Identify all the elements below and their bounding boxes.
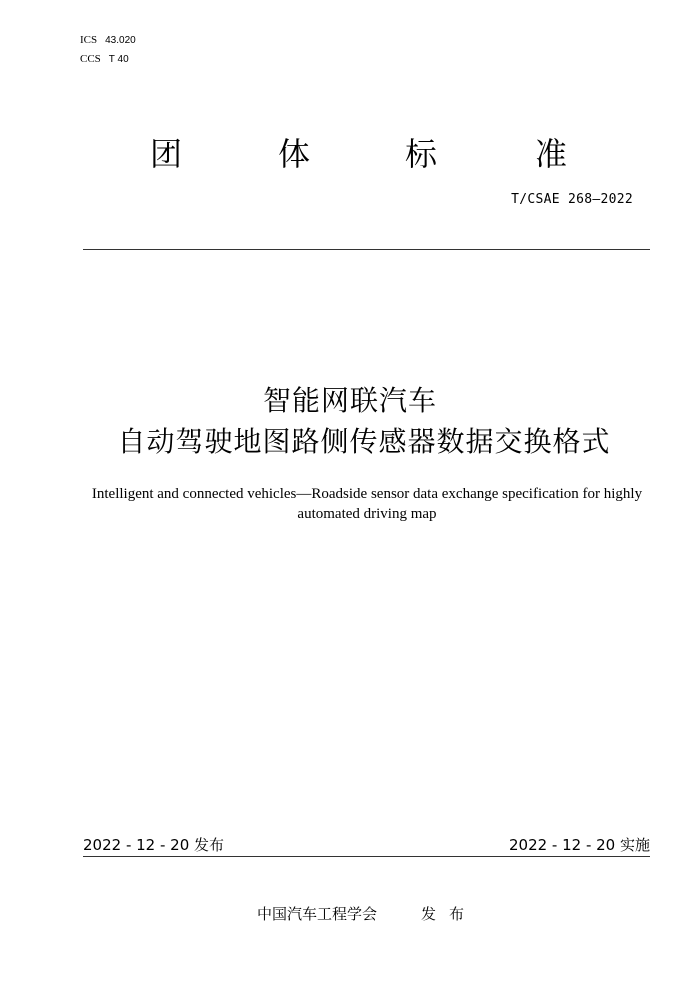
ics-code: 43.020 — [105, 35, 136, 46]
ccs-label: CCS — [80, 53, 101, 65]
footer-divider — [83, 856, 650, 857]
doc-type-char: 准 — [535, 135, 568, 173]
ics-line — [80, 34, 136, 47]
title-cn-line2: 自动驾驶地图路侧传感器数据交换格式 — [117, 425, 611, 458]
standard-number: T/CSAE 268—2022 — [511, 192, 633, 207]
implement-date: 2022 - 12 - 20 实施 — [508, 836, 650, 854]
ics-label: ICS — [80, 34, 98, 46]
issuer-organization: 中国汽车工程学会 — [257, 905, 378, 923]
issuer-action: 发布 — [421, 905, 478, 923]
ccs-line — [80, 53, 129, 66]
title-cn-line1: 智能网联汽车 — [262, 384, 437, 417]
doc-type-char: 体 — [278, 135, 311, 173]
header-divider — [83, 249, 650, 250]
doc-type-char: 团 — [150, 135, 183, 173]
ccs-code: T 40 — [108, 54, 129, 65]
document-type-heading — [0, 134, 700, 174]
publish-date: 2022 - 12 - 20 发布 — [83, 836, 225, 854]
issuer-line — [0, 904, 700, 926]
title-en: Intelligent and connected vehicles—Roadside sensor data exchange specification for highly automated driving map — [91, 486, 643, 522]
doc-type-char: 标 — [405, 135, 438, 173]
